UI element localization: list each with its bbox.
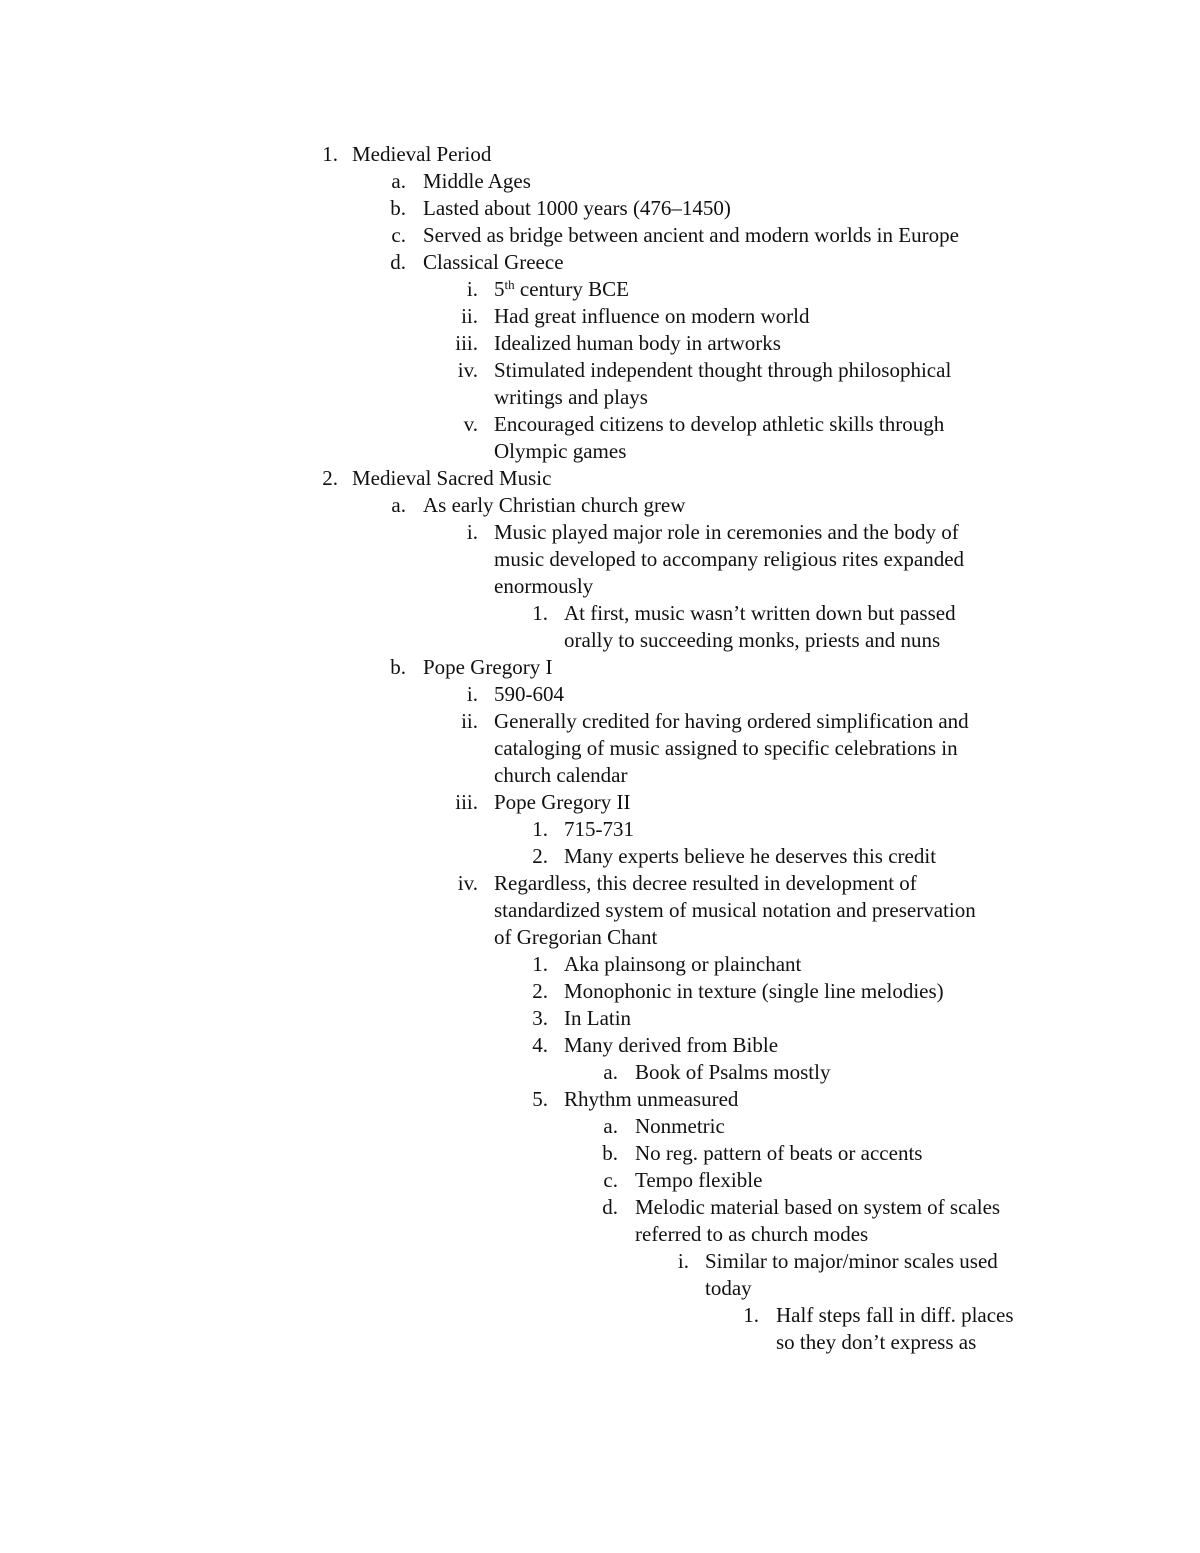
item-text: Aka plainsong or plainchant <box>564 952 802 976</box>
item-text: referred to as church modes <box>635 1222 869 1246</box>
list-marker: b. <box>602 1141 618 1165</box>
outline-item <box>0 1248 1200 1275</box>
item-text: Music played major role in ceremonies and the body of <box>494 520 959 544</box>
item-text: Medieval Sacred Music <box>352 466 552 490</box>
list-marker: ii. <box>461 709 478 733</box>
item-text: As early Christian church grew <box>423 493 686 517</box>
outline-item <box>0 519 1200 546</box>
outline-list <box>0 141 1200 1356</box>
item-text: Regardless, this decree resulted in development of <box>494 871 917 895</box>
list-marker: iii. <box>455 331 478 355</box>
outline-item <box>0 303 1200 330</box>
item-text-rest: century BCE <box>514 277 629 301</box>
outline-item <box>0 1167 1200 1194</box>
list-marker: 5. <box>532 1087 548 1111</box>
item-text: Book of Psalms mostly <box>635 1060 831 1084</box>
item-text: Olympic games <box>494 439 627 463</box>
list-marker: c. <box>603 1168 618 1192</box>
item-text: of Gregorian Chant <box>494 925 658 949</box>
outline-continuation <box>0 735 1200 762</box>
list-marker: b. <box>390 655 406 679</box>
outline-item <box>0 168 1200 195</box>
outline-item <box>0 1140 1200 1167</box>
item-text: Half steps fall in diff. places <box>776 1303 1014 1327</box>
item-text: Served as bridge between ancient and modern worlds in Europe <box>423 223 959 247</box>
item-text: so they don’t express as <box>776 1330 977 1354</box>
item-text: Middle Ages <box>423 169 531 193</box>
outline-item <box>0 249 1200 276</box>
outline-item <box>0 411 1200 438</box>
item-text: writings and plays <box>494 385 648 409</box>
list-marker: v. <box>463 412 478 436</box>
outline-item <box>0 492 1200 519</box>
list-marker: b. <box>390 196 406 220</box>
list-marker: iv. <box>457 358 478 382</box>
item-text: Many experts believe he deserves this credit <box>564 844 937 868</box>
item-text: cataloging of music assigned to specific celebrations in <box>494 736 958 760</box>
item-text: Lasted about 1000 years (476–1450) <box>423 196 731 220</box>
list-marker: 1. <box>743 1303 759 1327</box>
item-text: standardized system of musical notation and preservation <box>494 898 976 922</box>
outline-item <box>0 681 1200 708</box>
outline-item <box>0 222 1200 249</box>
list-marker: 1. <box>532 601 548 625</box>
item-text: 590-604 <box>494 682 564 706</box>
outline-continuation <box>0 1329 1200 1356</box>
outline-item <box>0 978 1200 1005</box>
item-text: 715-731 <box>564 817 634 841</box>
item-text: Pope Gregory II <box>494 790 631 814</box>
outline-item <box>0 276 1200 303</box>
list-marker: d. <box>390 250 406 274</box>
outline-continuation <box>0 627 1200 654</box>
item-text: Melodic material based on system of scales <box>635 1195 1001 1219</box>
list-marker: ii. <box>461 304 478 328</box>
ordinal-suffix: th <box>504 277 515 292</box>
item-text: In Latin <box>564 1006 632 1030</box>
item-text: Rhythm unmeasured <box>564 1087 739 1111</box>
item-text: Nonmetric <box>635 1114 725 1138</box>
outline-item <box>0 789 1200 816</box>
outline-continuation <box>0 924 1200 951</box>
item-text: music developed to accompany religious rites expanded <box>494 547 965 571</box>
item-text: Generally credited for having ordered simplification and <box>494 709 969 733</box>
outline-continuation <box>0 897 1200 924</box>
outline-item <box>0 357 1200 384</box>
list-marker: i. <box>677 1249 689 1273</box>
outline-item <box>0 465 1200 492</box>
list-marker: iv. <box>457 871 478 895</box>
list-marker: 3. <box>532 1006 548 1030</box>
item-text: Pope Gregory I <box>423 655 553 679</box>
outline-item <box>0 1032 1200 1059</box>
list-marker: i. <box>466 277 478 301</box>
outline-item <box>0 600 1200 627</box>
outline-item <box>0 330 1200 357</box>
item-text: No reg. pattern of beats or accents <box>635 1141 923 1165</box>
outline-item <box>0 654 1200 681</box>
list-marker: c. <box>391 223 406 247</box>
outline-item <box>0 1005 1200 1032</box>
item-text: Classical Greece <box>423 250 564 274</box>
outline-item <box>0 816 1200 843</box>
outline-continuation <box>0 1221 1200 1248</box>
list-marker: 1. <box>532 952 548 976</box>
list-marker: i. <box>466 682 478 706</box>
outline-continuation <box>0 438 1200 465</box>
list-marker: 2. <box>532 979 548 1003</box>
item-text: Idealized human body in artworks <box>494 331 781 355</box>
list-marker: a. <box>391 169 406 193</box>
list-marker: 4. <box>532 1033 548 1057</box>
item-text: Medieval Period <box>352 142 492 166</box>
item-text: today <box>705 1276 752 1300</box>
list-marker: d. <box>602 1195 618 1219</box>
list-marker: 1. <box>532 817 548 841</box>
item-text-number: 5 <box>494 277 505 301</box>
item-text: church calendar <box>494 763 628 787</box>
outline-item <box>0 843 1200 870</box>
list-marker: 2. <box>532 844 548 868</box>
item-text: Had great influence on modern world <box>494 304 810 328</box>
list-marker: 1. <box>322 142 338 166</box>
item-text: orally to succeeding monks, priests and nuns <box>564 628 941 652</box>
outline-item <box>0 1059 1200 1086</box>
list-marker: i. <box>466 520 478 544</box>
outline-item <box>0 141 1200 168</box>
outline-item <box>0 1113 1200 1140</box>
outline-item <box>0 708 1200 735</box>
outline-continuation <box>0 384 1200 411</box>
outline-item <box>0 1302 1200 1329</box>
item-text: Encouraged citizens to develop athletic skills through <box>494 412 945 436</box>
list-marker: a. <box>603 1060 618 1084</box>
item-text: At first, music wasn’t written down but passed <box>564 601 956 625</box>
item-text: Similar to major/minor scales used <box>705 1249 998 1273</box>
item-text: enormously <box>494 574 594 598</box>
outline-continuation <box>0 546 1200 573</box>
outline-continuation <box>0 762 1200 789</box>
outline-continuation <box>0 1275 1200 1302</box>
item-text: Many derived from Bible <box>564 1033 779 1057</box>
outline-item <box>0 951 1200 978</box>
outline-item <box>0 195 1200 222</box>
outline-item <box>0 870 1200 897</box>
item-text: Monophonic in texture (single line melodies) <box>564 979 944 1003</box>
item-text <box>494 276 629 303</box>
item-text: Tempo flexible <box>635 1168 763 1192</box>
outline-continuation <box>0 573 1200 600</box>
list-marker: iii. <box>455 790 478 814</box>
list-marker: a. <box>391 493 406 517</box>
list-marker: 2. <box>322 466 338 490</box>
item-text: Stimulated independent thought through philosophical <box>494 358 952 382</box>
outline-item <box>0 1194 1200 1221</box>
outline-item <box>0 1086 1200 1113</box>
list-marker: a. <box>603 1114 618 1138</box>
